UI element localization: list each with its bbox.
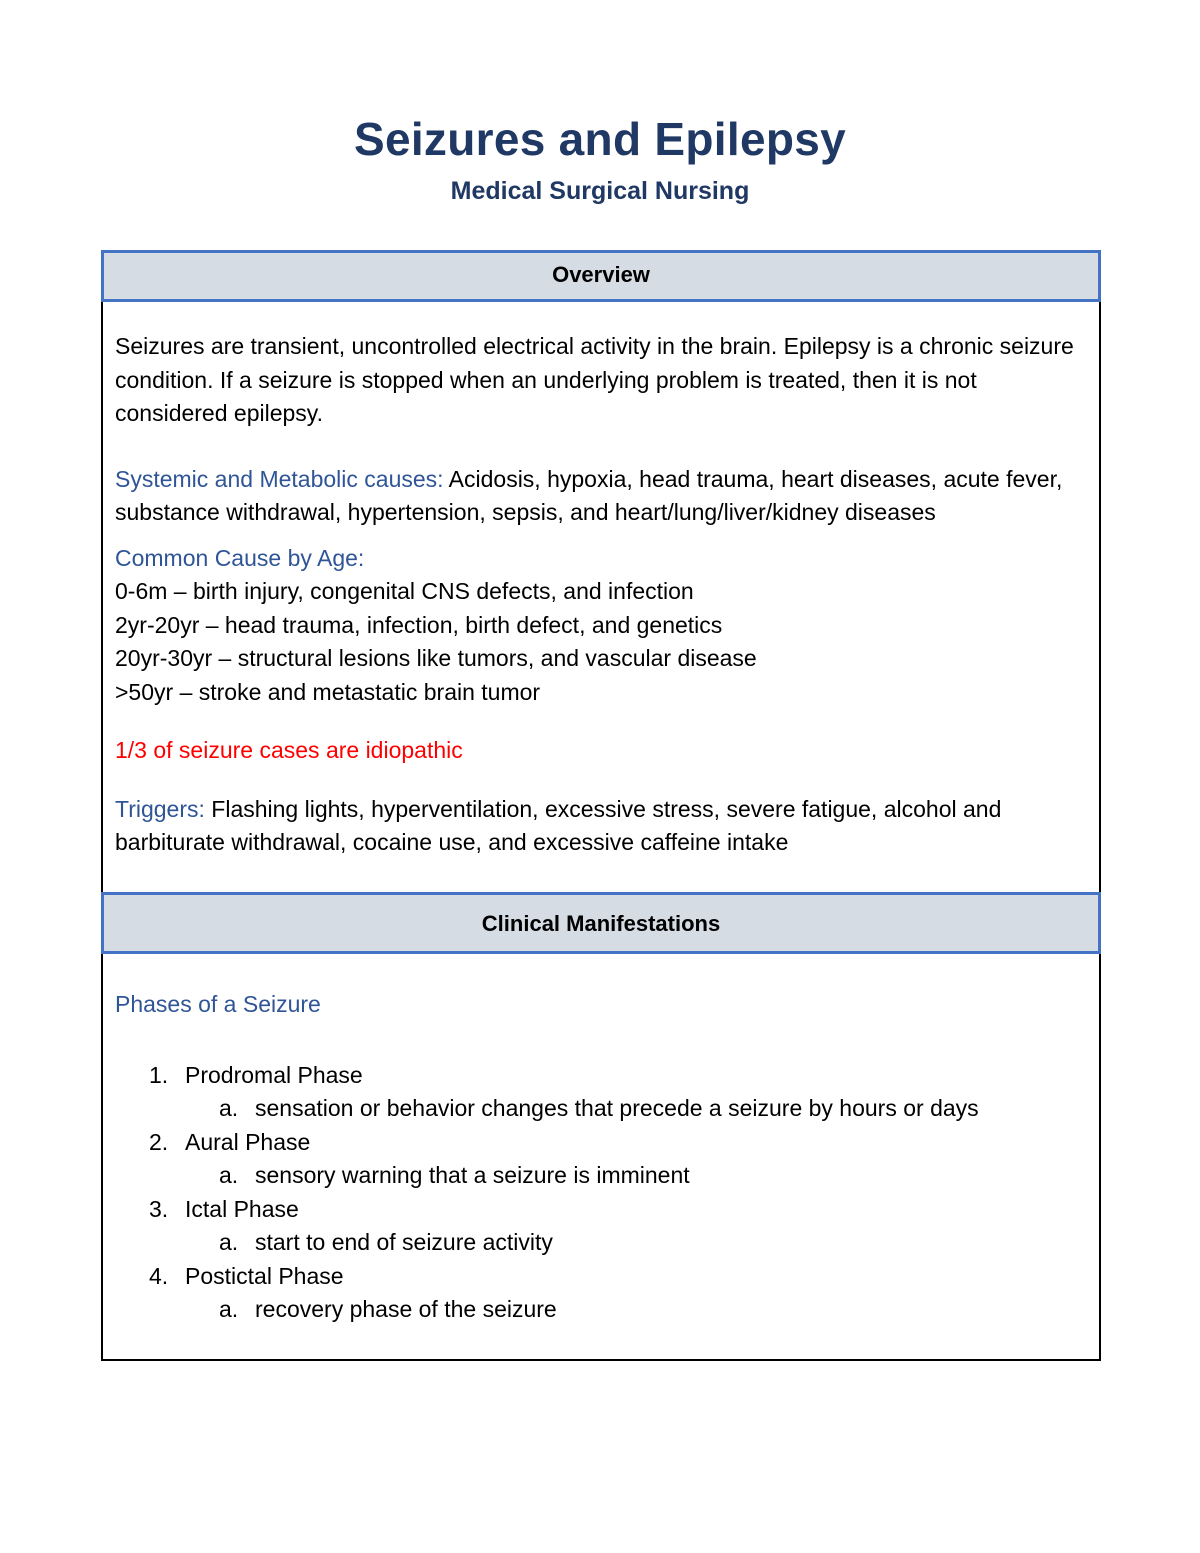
phase-item [115,1260,1087,1327]
phase-item [115,1059,1087,1126]
phases-list [115,1059,1087,1327]
subitem-letter: a. [219,1229,239,1255]
phase-description: sensation or behavior changes that precede a seizure by hours or days [255,1095,979,1121]
overview-section [103,302,1099,894]
phase-number: 2. [149,1128,169,1155]
phase-description: sensory warning that a seizure is imminent [255,1162,690,1188]
phase-name: Prodromal Phase [185,1061,363,1088]
phase-subitem [115,1159,1087,1193]
age-cause-item: >50yr – stroke and metastatic brain tumor [115,678,541,705]
age-cause-item: 0-6m – birth injury, congenital CNS defects, and infection [115,578,694,604]
phase-subitem [115,1226,1087,1260]
phase-name: Ictal Phase [185,1195,299,1222]
phase-description: start to end of seizure activity [255,1229,553,1255]
phase-number: 3. [149,1195,169,1222]
clinical-heading: Clinical Manifestations [101,892,1101,954]
document-subtitle: Medical Surgical Nursing [450,177,750,205]
clinical-section [103,954,1099,1359]
phase-number: 1. [149,1061,169,1088]
phase-name: Postictal Phase [185,1262,344,1289]
phase-number: 4. [149,1262,169,1289]
subitem-letter: a. [219,1162,239,1188]
systemic-causes-label: Systemic and Metabolic causes: [115,465,444,492]
notes-box [101,250,1101,1361]
phase-subitem [115,1092,1087,1126]
triggers-label: Triggers: [115,795,205,822]
triggers-text: Flashing lights, hyperventilation, excessive stress, severe fatigue, alcohol and barbiturate withdrawal, cocaine use, and excessive caffeine intake [115,795,1002,855]
triggers [115,793,1087,860]
phase-name: Aural Phase [185,1128,311,1155]
age-causes-label: Common Cause by Age: [115,544,365,571]
subitem-letter: a. [219,1095,239,1121]
phase-description: recovery phase of the seizure [255,1296,557,1322]
overview-intro: Seizures are transient, uncontrolled electrical activity in the brain. Epilepsy is a chronic seizure condition. If a seizure is stopped when an underlying problem is treated, then it is not considered epilepsy. [115,333,1074,426]
subitem-letter: a. [219,1296,239,1322]
age-cause-item: 2yr-20yr – head trauma, infection, birth defect, and genetics [115,611,723,638]
overview-heading: Overview [101,250,1101,302]
phase-item [115,1126,1087,1193]
phase-item [115,1193,1087,1260]
document-title: Seizures and Epilepsy [353,113,847,165]
phase-subitem [115,1293,1087,1327]
idiopathic-note: 1/3 of seizure cases are idiopathic [115,737,463,763]
age-cause-item: 20yr-30yr – structural lesions like tumors, and vascular disease [115,645,757,671]
systemic-causes-text: Acidosis, hypoxia, head trauma, heart diseases, acute fever, substance withdrawal, hypertension, sepsis, and heart/lung/liver/kidney diseases [115,465,1063,525]
phases-title: Phases of a Seizure [115,991,321,1017]
systemic-causes [115,463,1087,530]
